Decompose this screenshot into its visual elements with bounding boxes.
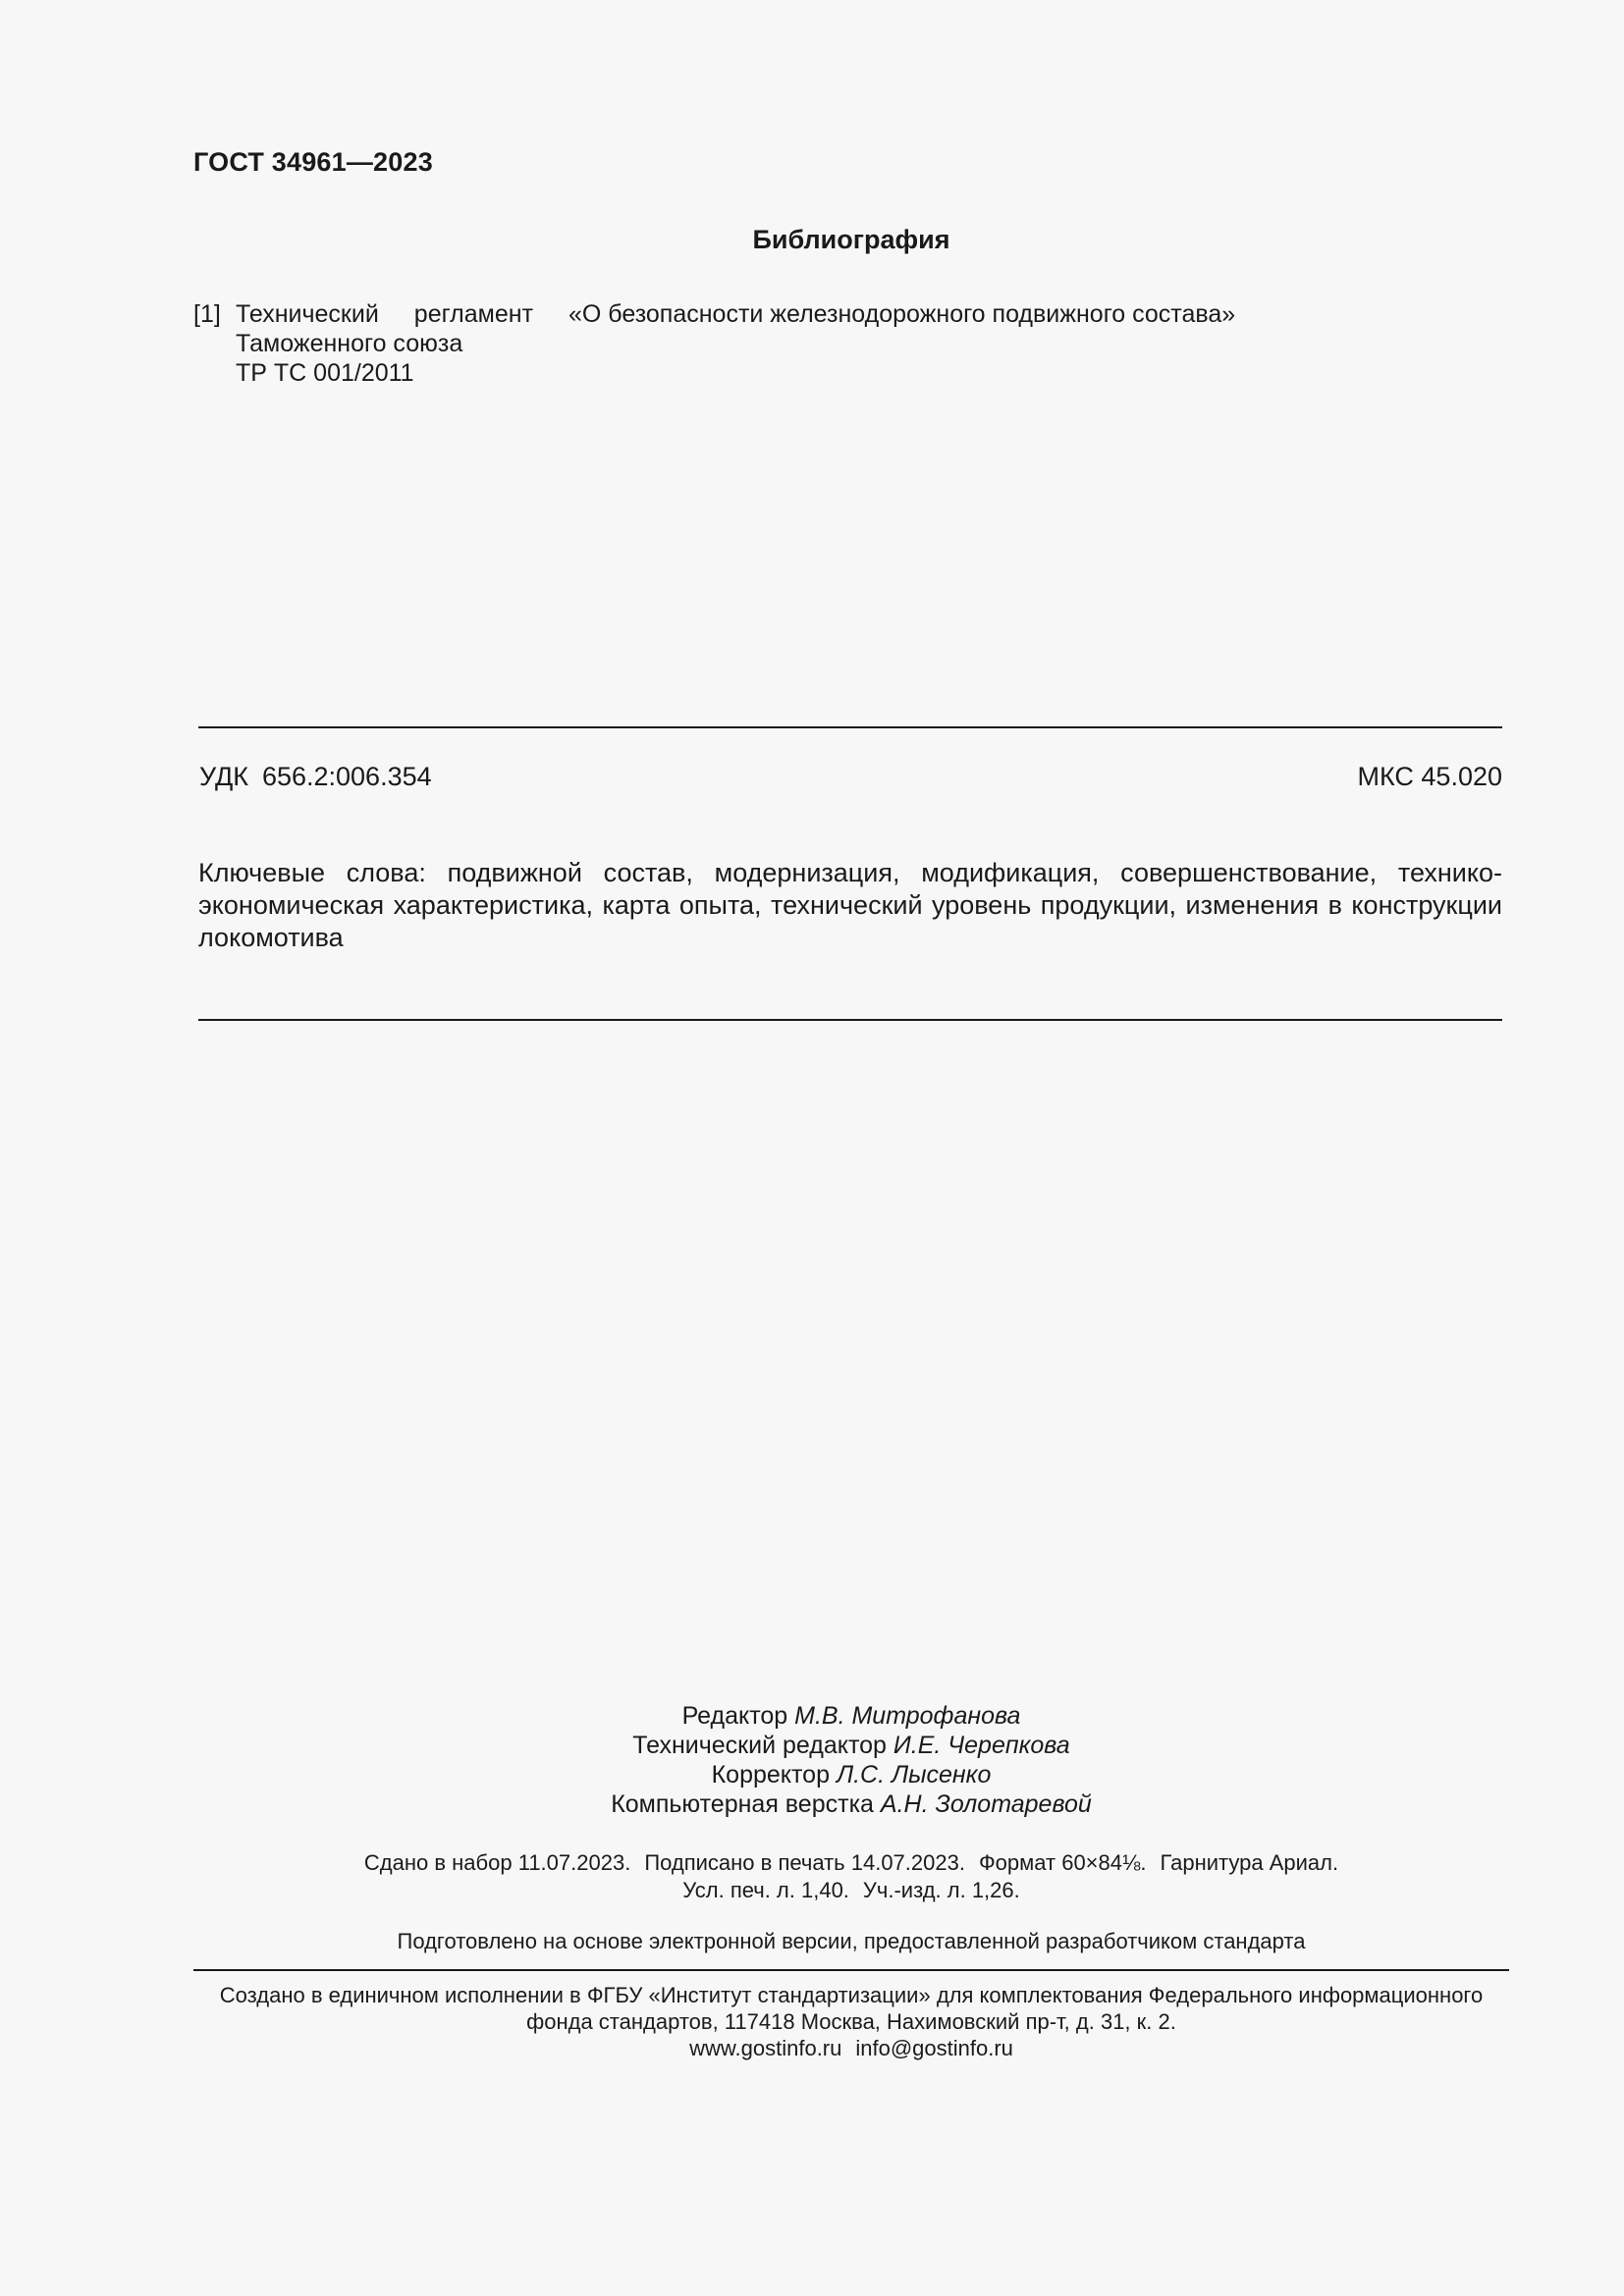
bibliography-entry-number: [1] [193,300,221,328]
publisher-line: Создано в единичном исполнении в ФГБУ «Институт стандартизации» для комплектования Федерального информационного [219,1983,1484,2007]
imprint-signed: Подписано в печать 14.07.2023. [644,1850,965,1875]
bibliography-entry-line: Таможенного союза [236,330,463,357]
credit-role: Редактор [681,1702,788,1730]
bibliography-word: регламент [413,300,534,328]
credit-line [79,1789,1624,1819]
imprint-line [79,1849,1624,1877]
footer-divider [193,1969,1509,1971]
bibliography-entry-line: ТР ТС 001/2011 [236,359,414,387]
credit-line [79,1701,1624,1731]
website-link[interactable]: www.gostinfo.ru [689,2036,842,2060]
bottom-divider [198,1019,1502,1021]
imprint-pub-sheets: Уч.-изд. л. 1,26. [862,1878,1020,1902]
credit-line [79,1760,1624,1789]
credit-role: Корректор [711,1761,830,1789]
bibliography-entry-line [236,299,1316,329]
udk-label: УДК [199,762,248,791]
imprint-sent: Сдано в набор 11.07.2023. [363,1850,631,1875]
imprint-format: Формат 60×84⅛. [978,1850,1147,1875]
prepared-note: Подготовлено на основе электронной версии, предоставленной разработчиком стандарта [397,1929,1306,1953]
keywords-paragraph: Ключевые слова: подвижной состав, модернизация, модификация, совершенствование, технико-экономическая характеристика, карта опыта, технический уровень продукции, изменения в конструкции локомотива [198,858,1502,952]
credit-role: Технический редактор [632,1732,887,1759]
bibliography-word: «О безопасности железнодорожного подвижного состава» [568,300,1236,328]
imprint-typeface: Гарнитура Ариал. [1160,1850,1339,1875]
publisher-line: фонда стандартов, 117418 Москва, Нахимовский пр-т, д. 31, к. 2. [526,2009,1176,2034]
document-code: ГОСТ 34961—2023 [193,147,433,177]
imprint-print-sheets: Усл. печ. л. 1,40. [682,1878,849,1902]
credits-block [0,1701,1624,1819]
credit-name: Л.С. Лысенко [836,1761,992,1789]
credit-name: М.В. Митрофанова [794,1702,1021,1730]
credit-line [79,1731,1624,1760]
credit-role: Компьютерная верстка [611,1790,874,1818]
credit-name: А.Н. Золотаревой [880,1790,1092,1818]
udk-code [199,762,432,792]
mks-code: МКС 45.020 [1357,762,1502,791]
email-link[interactable]: info@gostinfo.ru [855,2036,1013,2060]
imprint-line [79,1877,1624,1904]
bibliography-entry-text [236,299,1316,388]
publisher-block [0,1982,1624,2061]
publisher-contacts [79,2035,1624,2061]
bibliography-word: Технический [236,300,379,328]
credit-name: И.Е. Черепкова [893,1732,1070,1759]
udk-value: 656.2:006.354 [261,762,432,791]
top-divider [198,726,1502,728]
bibliography-heading: Библиография [752,225,950,254]
imprint-block [0,1849,1624,1904]
